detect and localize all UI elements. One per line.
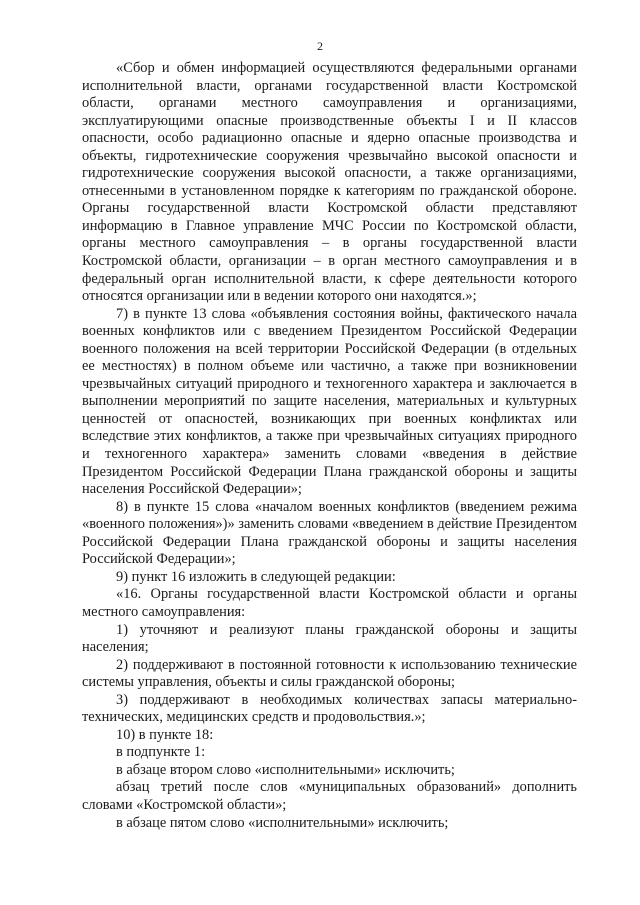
- paragraph: 10) в пункте 18:: [116, 726, 214, 743]
- page-number: 2: [317, 39, 323, 53]
- paragraph: 8) в пункте 15 слова «началом военных конфликтов (введением режима «военного положения»)» заменить словами «введением в действие Президентом Российской Федерации Плана гражданской обороны и защиты населения Российской Федерации»;: [82, 498, 577, 568]
- paragraph: 9) пункт 16 изложить в следующей редакции:: [116, 568, 396, 585]
- paragraph: «16. Органы государственной власти Костромской области и органы местного самоуправления:: [82, 586, 577, 620]
- paragraph: абзац третий после слов «муниципальных образований» дополнить словами «Костромской области»;: [82, 779, 577, 813]
- paragraph: 3) поддерживают в необходимых количествах запасы материально-технических, медицинских средств и продовольствия.»;: [82, 691, 577, 726]
- paragraph: в абзаце втором слово «исполнительными» исключить;: [116, 761, 455, 778]
- paragraph: 2) поддерживают в постоянной готовности к использованию технические системы управления, объекты и силы гражданской обороны;: [82, 656, 577, 691]
- paragraph: 1) уточняют и реализуют планы гражданской обороны и защиты населения;: [82, 621, 577, 656]
- paragraph: «Сбор и обмен информацией осуществляются федеральными органами исполнительной власти, органами государственной власти Костромской области, органами местного самоуправления и организациями, эксплуатирующими опасные производственные объекты I и II классов опасности, особо радиационно опасные и ядерно опасные производства и объекты, гидротехнические сооружения чрезвычайно высокой опасности и гидротехнические сооружения высокой опасности, а также организациями, отнесенными в установленном порядке к категориям по гражданской обороне. Органы государственной власти Костромской области представляют информацию в Главное управление МЧС России по Костромской области, органы местного самоуправления – в органы государственной власти Костромской области, организации – в орган местного самоуправления и в федеральный орган исполнительной власти, к сфере деятельности которого относятся организации или в ведении которого они находятся.»;: [82, 60, 577, 305]
- paragraph: в абзаце пятом слово «исполнительными» исключить;: [116, 814, 449, 831]
- paragraph: в подпункте 1:: [116, 744, 206, 761]
- paragraph: 7) в пункте 13 слова «объявления состояния войны, фактического начала военных конфликтов или с введением Президентом Российской Федерации военного положения на всей территории Российской Федерации (в отдельных ее местностях) в полном объеме или частично, а также при возникновении чрезвычайных ситуаций природного и техногенного характера и заключается в выполнении мероприятий по защите населения, материальных и культурных ценностей от опасностей, возникающих при военных конфликтах или вследствие этих конфликтов, а также при чрезвычайных ситуациях природного и техногенного характера» заменить словами «введения в действие Президентом Российской Федерации Плана гражданской обороны и защиты населения Российской Федерации»;: [82, 305, 577, 498]
- document-body: [82, 60, 577, 832]
